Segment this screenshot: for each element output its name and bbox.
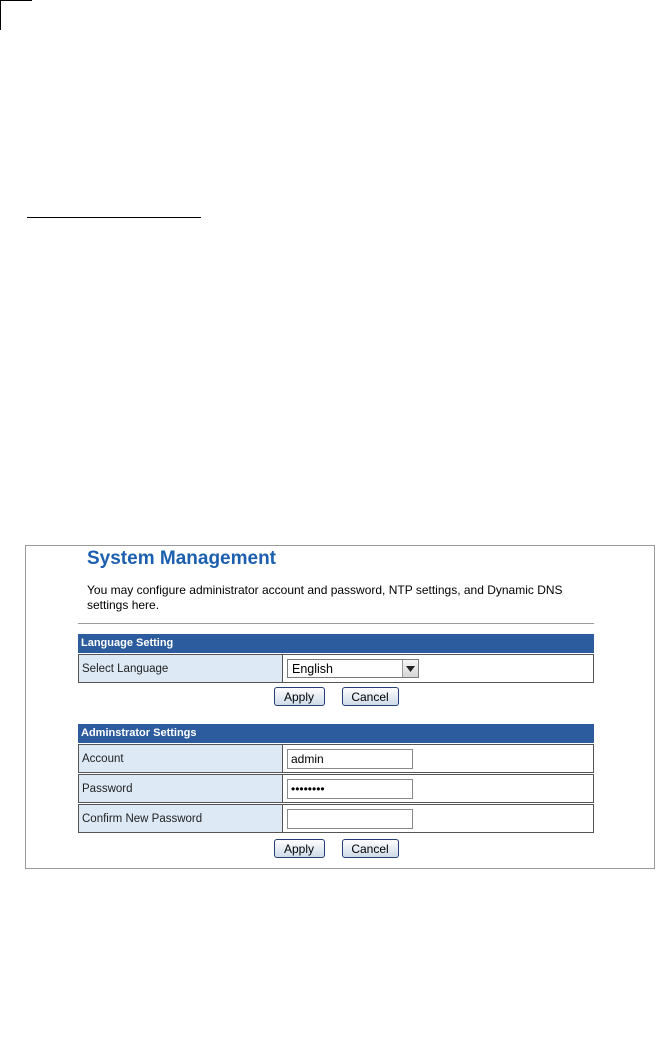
language-button-row — [78, 687, 594, 706]
admin-cancel-button[interactable]: Cancel — [342, 839, 399, 858]
section-heading: Language Setting — [78, 634, 594, 653]
table-row — [78, 654, 594, 683]
password-input[interactable]: •••••••• — [287, 779, 413, 799]
page-title: System Management — [87, 548, 277, 569]
admin-apply-button[interactable]: Apply — [274, 839, 325, 858]
section-heading: Adminstrator Settings — [78, 724, 594, 743]
language-select[interactable] — [287, 659, 419, 678]
page-description: You may configure administrator account and password, NTP settings, and Dynamic DNS settings here. — [87, 583, 563, 612]
table-row — [78, 804, 594, 833]
admin-button-row — [78, 839, 594, 858]
crop-mark-vertical — [0, 0, 1, 30]
password-label: Password — [79, 775, 283, 802]
language-setting-section — [78, 634, 594, 683]
confirm-password-input[interactable] — [287, 809, 413, 829]
language-apply-button[interactable]: Apply — [274, 687, 325, 706]
administrator-settings-section — [78, 724, 594, 833]
select-language-cell — [283, 655, 593, 682]
chevron-down-icon[interactable] — [402, 660, 418, 677]
footnote-rule — [27, 217, 201, 218]
select-language-label: Select Language — [79, 655, 283, 682]
account-input[interactable]: admin — [287, 749, 413, 769]
confirm-password-cell — [283, 805, 593, 832]
table-row — [78, 744, 594, 773]
language-select-value: English — [292, 661, 333, 676]
password-cell — [283, 775, 593, 802]
table-row — [78, 774, 594, 803]
header-divider — [78, 623, 594, 624]
language-cancel-button[interactable]: Cancel — [342, 687, 399, 706]
account-label: Account — [79, 745, 283, 772]
account-cell — [283, 745, 593, 772]
confirm-password-label: Confirm New Password — [79, 805, 283, 832]
crop-mark-horizontal — [0, 0, 32, 1]
